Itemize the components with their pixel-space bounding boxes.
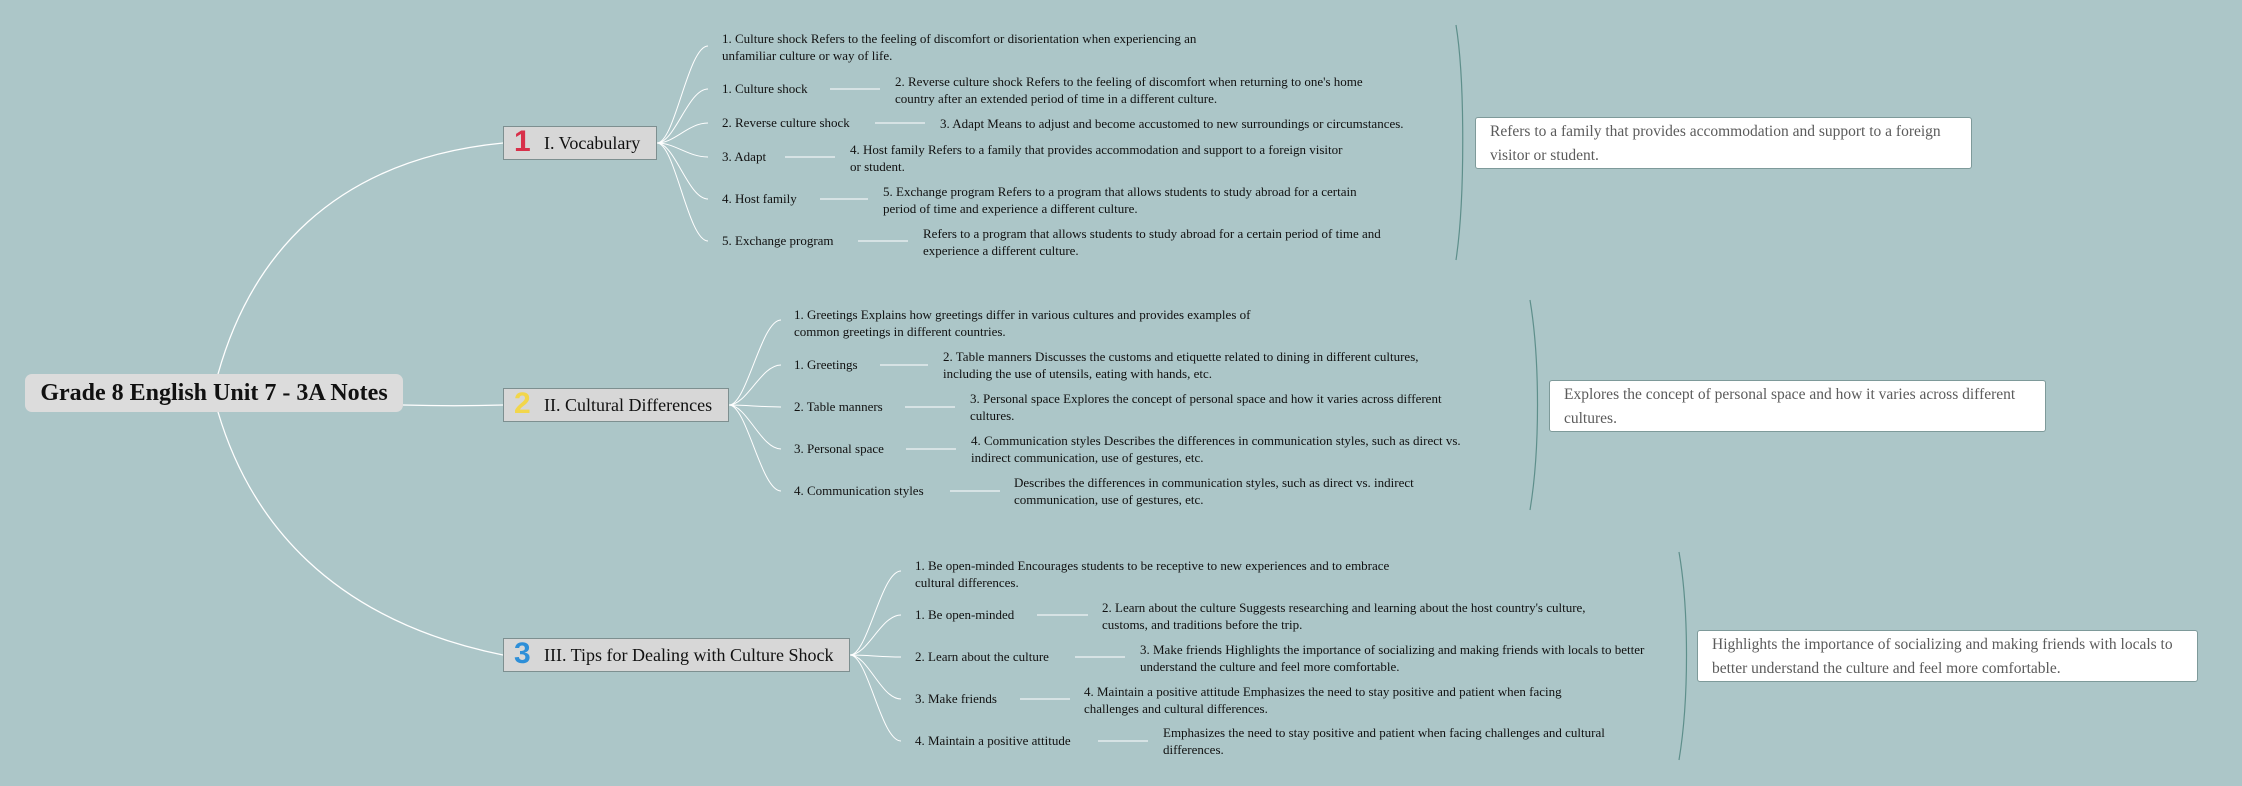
item-description: Refers to a program that allows students to study abroad for a certain period of time and experience a different culture. <box>923 226 1381 258</box>
item-description: 2. Learn about the culture Suggests researching and learning about the host country's culture, customs, and traditions before the trip. <box>1102 600 1586 632</box>
first-description: 1. Culture shock Refers to the feeling of discomfort or disorientation when experiencing an unfamiliar culture or way of life. <box>722 31 1197 63</box>
section-title: II. Cultural Differences <box>544 395 713 415</box>
item-description: 4. Host family Refers to a family that provides accommodation and support to a foreign visitor or student. <box>850 142 1343 174</box>
item-label[interactable]: 3. Adapt <box>722 149 767 164</box>
item-label[interactable]: 4. Maintain a positive attitude <box>915 733 1071 748</box>
item-label[interactable]: 4. Host family <box>722 191 797 206</box>
item-description: 2. Table manners Discusses the customs and etiquette related to dining in different cultures, including the use of utensils, eating with hands, etc. <box>943 349 1419 381</box>
item-description: 4. Maintain a positive attitude Emphasizes the need to stay positive and patient when facing challenges and cultural differences. <box>1084 684 1562 716</box>
item-label[interactable]: 4. Communication styles <box>794 483 924 498</box>
item-description: Emphasizes the need to stay positive and patient when facing challenges and cultural differences. <box>1163 725 1605 757</box>
item-label[interactable]: 2. Reverse culture shock <box>722 115 850 130</box>
first-description: 1. Be open-minded Encourages students to be receptive to new experiences and to embrace cultural differences. <box>915 558 1390 590</box>
section-title: I. Vocabulary <box>544 133 641 153</box>
item-label[interactable]: 5. Exchange program <box>722 233 834 248</box>
section-vocabulary[interactable] <box>503 126 657 160</box>
item-description: 3. Adapt Means to adjust and become accustomed to new surroundings or circumstances. <box>940 116 1404 131</box>
item-description: 3. Make friends Highlights the importance of socializing and making friends with locals to better understand the culture and feel more comfortable. <box>1140 642 1645 674</box>
item-description: 2. Reverse culture shock Refers to the feeling of discomfort when returning to one's home country after an extended period of time in a different culture. <box>895 74 1363 106</box>
summary-note[interactable]: Explores the concept of personal space and how it varies across different cultures. <box>1549 380 2046 432</box>
item-label[interactable]: 3. Personal space <box>794 441 884 456</box>
item-description: 4. Communication styles Describes the differences in communication styles, such as direct vs. indirect communication, use of gestures, etc. <box>971 433 1461 465</box>
item-label[interactable]: 1. Culture shock <box>722 81 808 96</box>
item-label[interactable]: 1. Be open-minded <box>915 607 1015 622</box>
item-description: 3. Personal space Explores the concept of personal space and how it varies across different cultures. <box>970 391 1442 423</box>
item-label[interactable]: 3. Make friends <box>915 691 997 706</box>
item-label[interactable]: 2. Learn about the culture <box>915 649 1049 664</box>
item-description: 5. Exchange program Refers to a program that allows students to study abroad for a certain period of time and experience a different culture. <box>883 184 1357 216</box>
summary-note[interactable]: Refers to a family that provides accommodation and support to a foreign visitor or student. <box>1475 117 1972 169</box>
root-topic[interactable]: Grade 8 English Unit 7 - 3A Notes <box>25 374 403 412</box>
first-description: 1. Greetings Explains how greetings differ in various cultures and provides examples of common greetings in different countries. <box>794 307 1251 339</box>
item-description: Describes the differences in communication styles, such as direct vs. indirect communication, use of gestures, etc. <box>1014 475 1414 507</box>
number-two-icon: 2 <box>514 387 531 420</box>
item-label[interactable]: 1. Greetings <box>794 357 858 372</box>
number-one-icon: 1 <box>514 125 531 158</box>
number-three-icon: 3 <box>514 637 531 670</box>
section-cultural-differences[interactable] <box>503 388 729 422</box>
item-label[interactable]: 2. Table manners <box>794 399 883 414</box>
summary-note[interactable]: Highlights the importance of socializing and making friends with locals to better understand the culture and feel more comfortable. <box>1697 630 2198 682</box>
section-tips-culture-shock[interactable] <box>503 638 850 672</box>
section-title: III. Tips for Dealing with Culture Shock <box>544 645 834 665</box>
